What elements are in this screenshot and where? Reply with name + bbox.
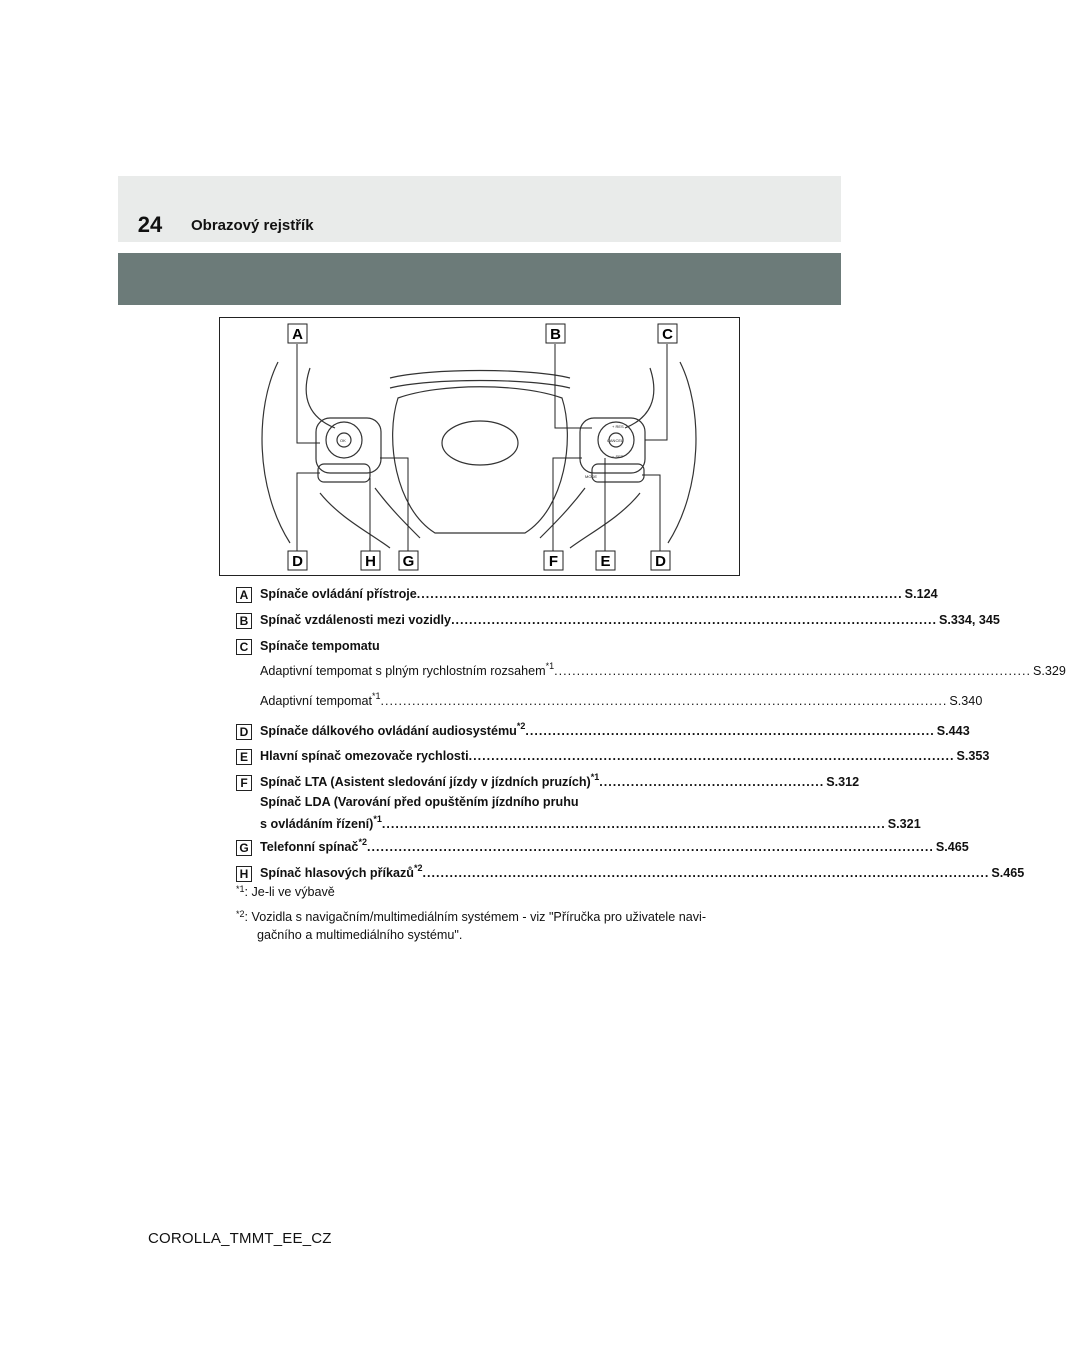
callout-g: G [402, 553, 415, 570]
callout-c: C [662, 326, 673, 343]
page-ref: S.443 [936, 724, 970, 738]
page-ref: S.329 [1032, 664, 1066, 678]
footnote-1: $^{*1}$: Je-li ve výbavě [236, 884, 335, 899]
page-ref: S.321 [887, 817, 921, 831]
page-number: 24 [137, 212, 163, 237]
cancel-button-label: CANCEL [607, 438, 624, 443]
entry-key: C [236, 639, 252, 655]
page-ref: S.340 [949, 694, 983, 708]
entry-line: Spínač hlasových příkazů$^{*2}$ .............................................................................................................................. S.465 [260, 862, 1025, 880]
callout-f: F [548, 553, 559, 570]
callout-d-right: D [655, 553, 666, 570]
entry-key: D [236, 724, 252, 740]
res-button-label: + RES [612, 424, 624, 429]
entry-line: Spínač vzdálenosti mezi vozidly ............................................................................................................ S.334, 345 [260, 613, 1000, 627]
callout-e: E [600, 553, 611, 570]
entry-key: B [236, 613, 252, 629]
page-ref: S.465 [991, 866, 1025, 880]
entry-key: G [236, 840, 252, 856]
entry-line: Adaptivní tempomat s plným rychlostním rozsahem$^{*1}$ .......................................................................................................... S.329 [260, 660, 1066, 678]
page-ref: S.312 [826, 775, 860, 789]
entry-line: Spínač LDA (Varování před opuštěním jízdního pruhu [260, 795, 579, 809]
document-code: COROLLA_TMMT_EE_CZ [148, 1230, 332, 1247]
entry-line: Adaptivní tempomat$^{*1}$ .............................................................................................................................. S.340 [260, 690, 983, 708]
entry-line: Telefonní spínač$^{*2}$ .............................................................................................................................. S.465 [260, 836, 969, 854]
page-ref: S.465 [935, 840, 969, 854]
callout-h: H [365, 553, 376, 570]
page-ref: S.334, 345 [938, 613, 1000, 627]
entry-line: Spínače ovládání přístroje ............................................................................................................ S.124 [260, 587, 938, 601]
callout-d-left: D [292, 553, 303, 570]
header-title: Obrazový rejstřík [191, 217, 314, 234]
entry-line: Hlavní spínač omezovače rychlosti ............................................................................................................ S.353 [260, 749, 990, 763]
entry-line: Spínače tempomatu [260, 639, 380, 653]
entry-line: s ovládáním řízení)$^{*1}$ ................................................................................................................ S.321 [260, 813, 921, 831]
page-ref: S.353 [956, 749, 990, 763]
mode-button-label: MODE [585, 474, 597, 479]
page-ref: S.124 [904, 587, 938, 601]
footnote-2: $^{*2}$: Vozidla s navigačním/multimediálním systémem - viz "Příručka pro uživatele navi- gačního a multimediálního systému". [236, 909, 707, 942]
entry-line: Spínače dálkového ovládání audiosystému$^{*2}$ ........................................................................................... S.443 [260, 720, 970, 738]
callout-b: B [550, 326, 561, 343]
entry-key: F [236, 775, 252, 791]
entry-key: A [236, 587, 252, 603]
set-button-label: − SET [612, 454, 624, 459]
callout-a: A [292, 326, 303, 343]
ok-button-label: OK [340, 438, 346, 443]
entry-line: Spínač LTA (Asistent sledování jízdy v jízdních pruzích)$^{*1}$ .................................................. S.312 [260, 771, 860, 789]
entry-key: H [236, 866, 252, 882]
entry-key: E [236, 749, 252, 765]
